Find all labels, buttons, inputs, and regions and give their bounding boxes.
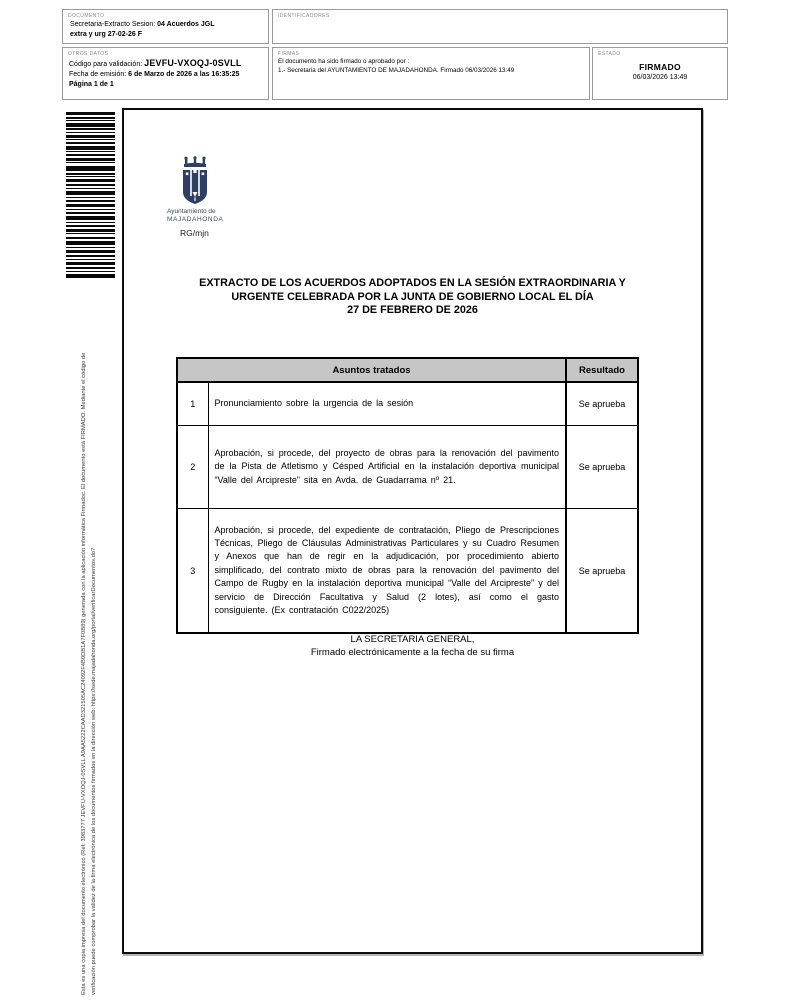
verification-note: [79, 290, 101, 995]
codigo-label: Código para validación:: [69, 61, 145, 68]
row-number: 2: [177, 426, 208, 509]
estado-label: ESTADO: [598, 51, 621, 57]
signature-line2: Firmado electrónicamente a la fecha de su firma: [310, 647, 515, 658]
header-asuntos-tratados: Asuntos tratados: [177, 358, 566, 382]
documento-line1-normal: Secretaria-Extracto Sesion:: [70, 21, 158, 28]
document-reference: RG/mjn: [180, 228, 209, 238]
table-row: [177, 382, 638, 426]
codigo-value: JEVFU-VXOQJ-0SVLL: [144, 58, 242, 68]
otros-datos-box: [62, 47, 269, 100]
logo-caption: [167, 208, 257, 224]
verification-note-line2: verificación puede comprobar la validez de la firma electrónica de los documentos firmados en la dirección web: https://sede.majadahonda.org/portal/verificarDocumentos.do?: [91, 547, 97, 995]
estado-box: [592, 47, 728, 100]
logo-org-line1: Ayuntamiento de: [167, 208, 216, 215]
document-title: [124, 277, 701, 318]
row-asunto: Pronunciamiento sobre la urgencia de la sesión: [208, 382, 566, 426]
table-header-row: [177, 358, 638, 382]
estado-datetime: 06/03/2026 13:49: [632, 74, 688, 81]
row-number: 1: [177, 382, 208, 426]
title-line-3: 27 DE FEBRERO DE 2026: [347, 304, 478, 316]
table-row: [177, 426, 638, 509]
document-page: [122, 108, 703, 954]
title-line-1: EXTRACTO DE LOS ACUERDOS ADOPTADOS EN LA SESIÓN EXTRAORDINARIA Y: [199, 277, 626, 289]
row-asunto: Aprobación, si procede, del proyecto de obras para la renovación del pavimento de la Pista de Atletismo y Césped Artificial en la instalación deportiva municipal “Valle del Arcipreste” sita en Avda. de Guadarrama nº 21.: [208, 426, 566, 509]
fecha-emision-line: [68, 70, 263, 79]
fecha-value: 6 de Marzo de 2026 a las 16:35:25: [128, 71, 240, 78]
signature-line1: LA SECRETARIA GENERAL,: [350, 634, 475, 645]
title-line-2: URGENTE CELEBRADA POR LA JUNTA DE GOBIERNO LOCAL EL DÍA: [231, 290, 594, 303]
header-resultado: Resultado: [566, 358, 638, 382]
documento-line1-bold: 04 Acuerdos JGL: [157, 21, 215, 28]
codigo-validacion-line: [68, 59, 263, 69]
barcode: [66, 112, 115, 281]
fecha-label: Fecha de emisión:: [69, 71, 129, 78]
documento-box: [62, 9, 269, 44]
identificadores-box: [272, 9, 728, 44]
otros-datos-label: OTROS DATOS: [68, 51, 109, 57]
estado-status: FIRMADO: [639, 62, 681, 72]
documento-line2: extra y urg 27-02-26 F: [70, 30, 142, 38]
identificadores-label: IDENTIFICADORES: [278, 13, 330, 19]
verification-note-line1: Esta es una copia impresa del documento electrónico (Ref: 3983777 JEVFU-VXOQJ-0SVLL A9AA5222CAAD321505AC24092F4B0DB1A7F0B89) generada con la aplicación informática Firmadoc. El documento está FIRMADO. Mediante el código de: [81, 352, 87, 995]
row-number: 3: [177, 509, 208, 634]
row-asunto: Aprobación, si procede, del expediente de contratación, Pliego de Prescripciones Técnicas, Pliego de Cláusulas Administrativas Particulares y su Cuadro Resumen y Anexos que han de regir en la adjudicación, por procedimiento abierto simplificado, del contrato mixto de obras para la renovación del pavimento del Campo de Rugby en la instalación deportiva municipal “Valle del Arcipreste” y del servicio de Dirección Facultativa y Salud (2 lotes), así como el gasto consiguiente. (Ex contratación C022/2025): [208, 509, 566, 634]
row-resultado: Se aprueba: [566, 426, 638, 509]
firmas-label: FIRMAS: [278, 51, 300, 57]
pagina-line: Página 1 de 1: [69, 81, 114, 88]
agreements-table: [176, 357, 639, 634]
table-row: [177, 509, 638, 634]
firmas-line2: 1.- Secretaria del AYUNTAMIENTO DE MAJADAHONDA. Firmado 06/03/2026 13:49: [278, 66, 515, 74]
logo-org-line2: MAJADAHONDA: [167, 216, 224, 223]
documento-label: DOCUMENTO: [68, 13, 105, 19]
row-resultado: Se aprueba: [566, 509, 638, 634]
firmas-line1: El documento ha sido firmado o aprobado por :: [278, 58, 410, 65]
documento-line1: [68, 20, 263, 30]
row-resultado: Se aprueba: [566, 382, 638, 426]
firmas-box: [272, 47, 590, 100]
majadahonda-crest-icon: [180, 156, 210, 206]
signature-block: [124, 633, 701, 659]
